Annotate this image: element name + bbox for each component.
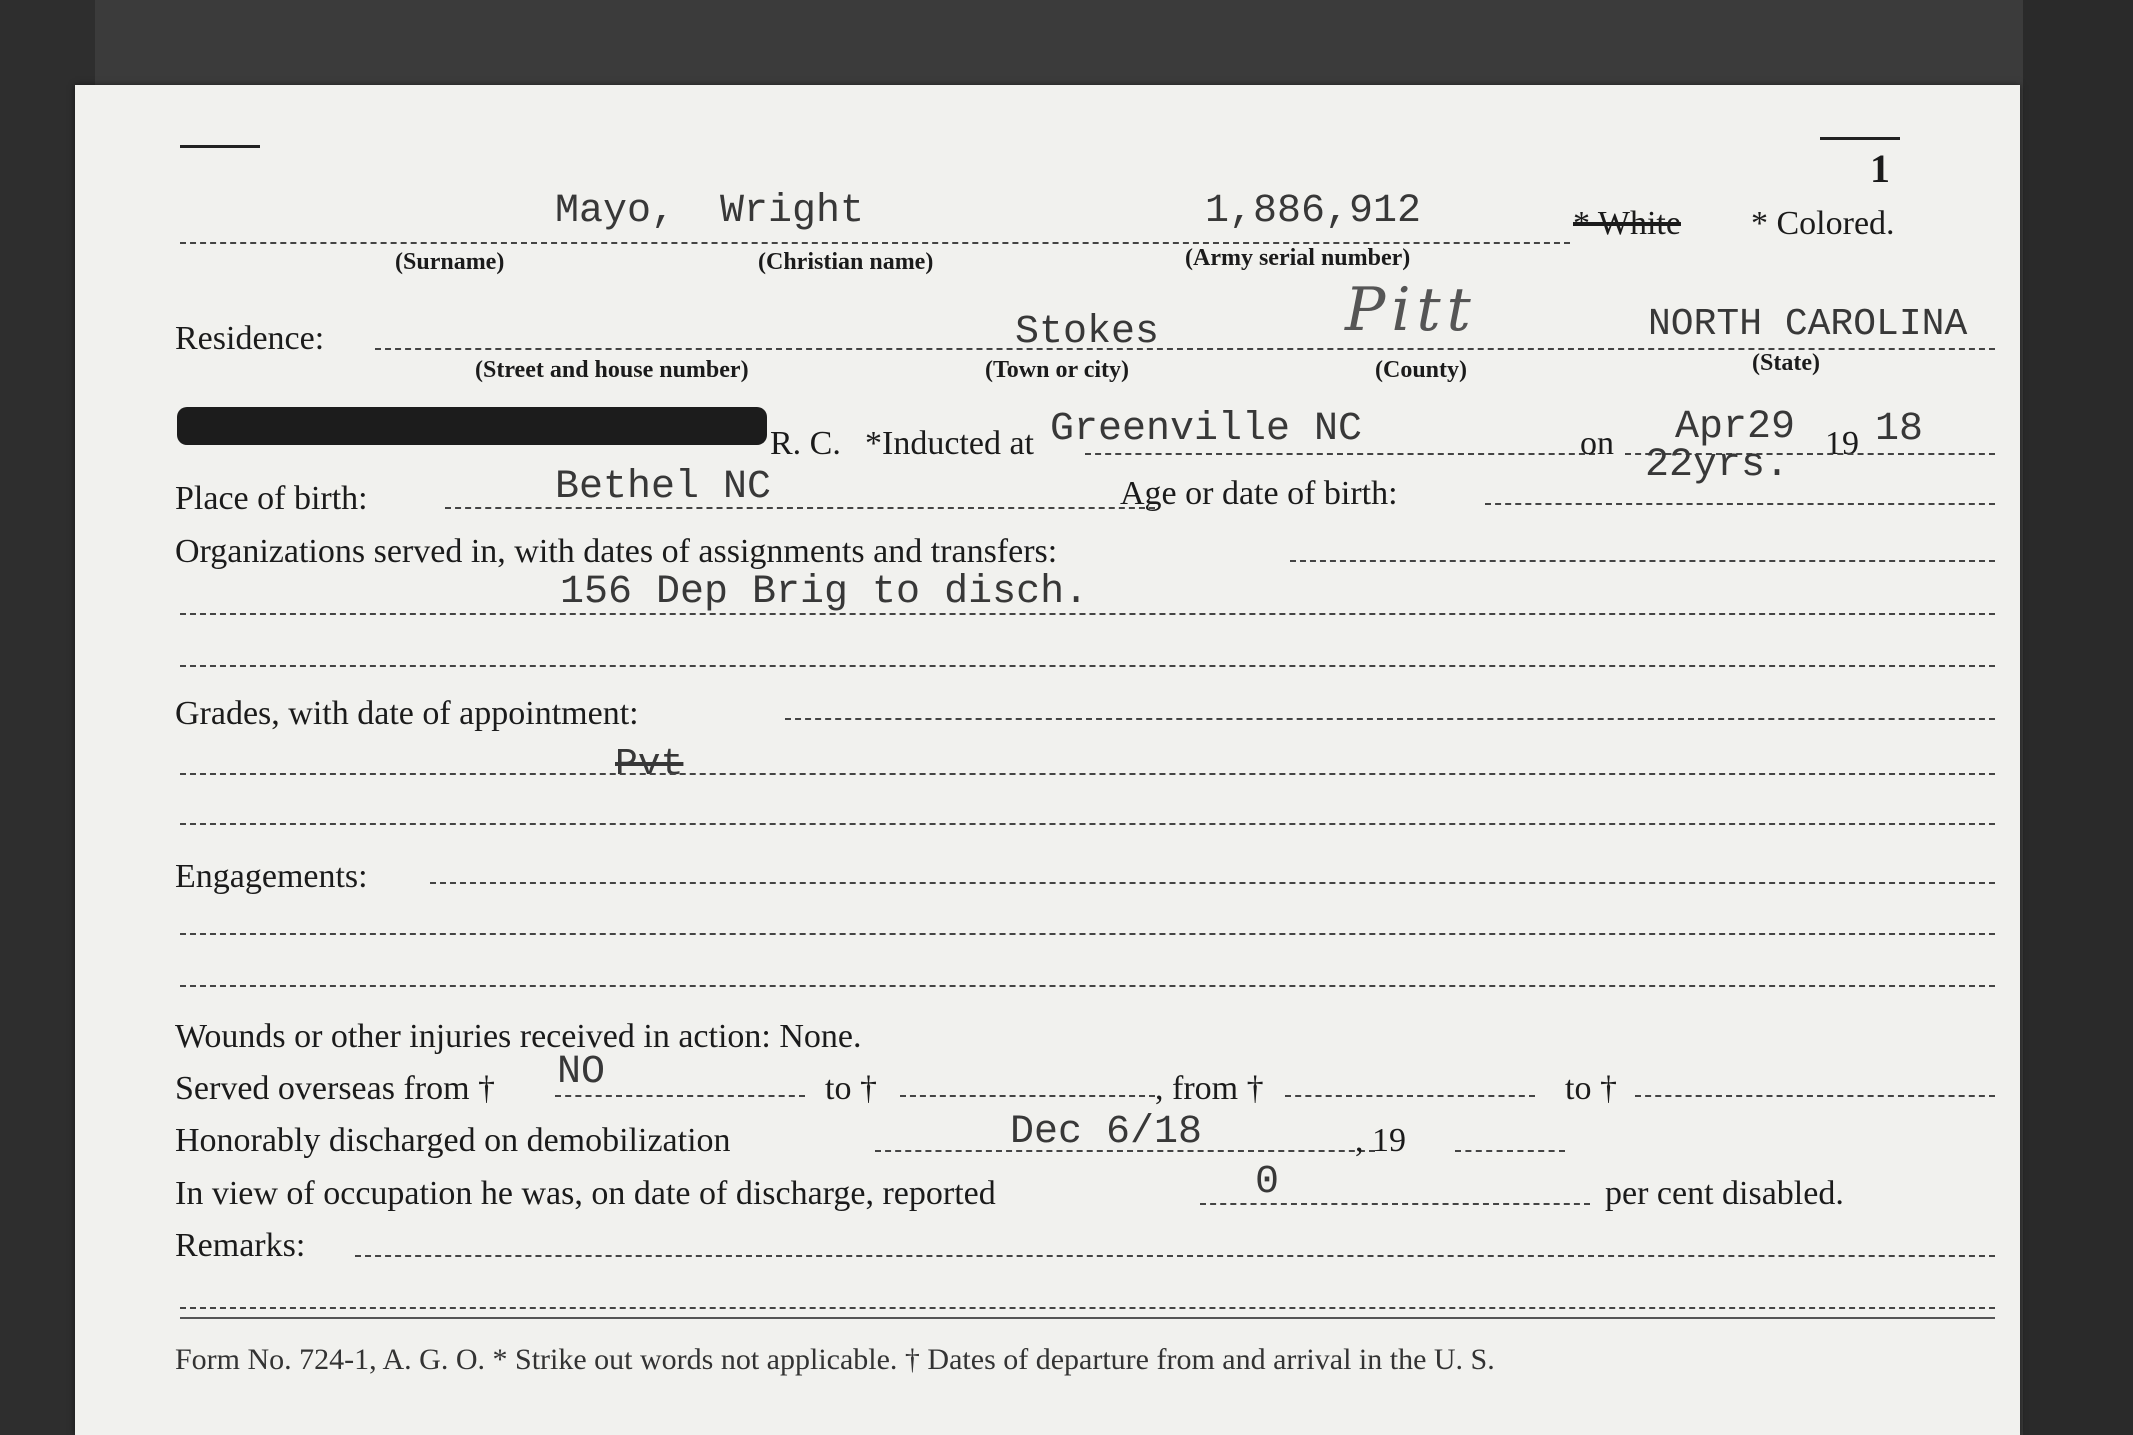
christian-name-value: Wright [720,189,865,234]
form-footer: Form No. 724-1, A. G. O. * Strike out words not applicable. † Dates of departure from and arrival in the U. S. [175,1343,1495,1376]
year-prefix: 19 [1825,425,1859,462]
wounds-label: Wounds or other injuries received in action: None. [175,1018,862,1055]
year-suffix: 18 [1875,407,1924,452]
remarks-line-1 [355,1255,1995,1257]
remarks-line-2 [180,1307,1995,1309]
county-caption: (County) [1375,357,1468,383]
grades-line-1 [785,718,1995,720]
grade-value: Pvt [615,743,684,786]
age-value: 22yrs. [1645,443,1790,488]
place-of-birth-value: Bethel NC [555,465,772,510]
disability-label: In view of occupation he was, on date of discharge, reported [175,1175,996,1212]
on-label: on [1580,425,1614,462]
scan-border-right [2023,0,2133,1435]
overseas-to2-label: to † [1565,1070,1617,1107]
grades-line-2 [180,773,1995,775]
engagements-line-2 [180,933,1995,935]
discharge-line [875,1150,1375,1152]
serial-caption: (Army serial number) [1185,245,1411,271]
surname-value: Mayo, [555,189,676,234]
street-caption: (Street and house number) [475,357,749,383]
overseas-to-line [900,1095,1155,1097]
county-value: Pitt [1345,275,1477,345]
white-option: * White [1573,205,1681,242]
overseas-from2-line [1285,1095,1535,1097]
overseas-from-line [555,1095,805,1097]
inducted-at-value: Greenville NC [1050,407,1363,452]
overseas-to-label: to † [825,1070,877,1107]
disability-line [1200,1203,1590,1205]
card-number: 1 [1870,146,1890,191]
remarks-label: Remarks: [175,1227,306,1264]
organizations-line-1 [1290,560,1995,562]
induction-date-value: Apr29 [1675,405,1796,450]
inducted-at-line [1085,453,1595,455]
discharge-label: Honorably discharged on demobilization [175,1122,731,1159]
serial-number-value: 1,886,912 [1205,189,1422,234]
name-line [180,242,1570,244]
state-caption: (State) [1752,350,1820,376]
overseas-to2-line [1635,1095,1995,1097]
age-label: Age or date of birth: [1120,475,1398,512]
residence-label: Residence: [175,320,325,357]
overseas-label: Served overseas from † [175,1070,496,1107]
service-card [75,85,2020,1435]
rc-fragment: R. C. [770,425,841,462]
discharge-date-value: Dec 6/18 [1010,1110,1203,1155]
engagements-label: Engagements: [175,858,368,895]
grades-line-3 [180,823,1995,825]
state-value: NORTH CAROLINA [1648,303,1968,346]
disability-value: 0 [1255,1160,1280,1205]
redaction-mark [177,407,767,445]
remarks-rule [180,1317,1995,1319]
engagements-line-3 [180,985,1995,987]
discharge-year-line [1455,1150,1565,1152]
town-value: Stokes [1015,310,1160,355]
place-of-birth-label: Place of birth: [175,480,368,517]
organizations-value: 156 Dep Brig to disch. [560,570,1089,615]
christian-name-caption: (Christian name) [758,249,934,275]
grades-label: Grades, with date of appointment: [175,695,639,732]
overseas-from2-label: , from † [1155,1070,1264,1107]
colored-option: * Colored. [1751,205,1895,242]
inducted-at-label: *Inducted at [865,425,1034,462]
disability-suffix: per cent disabled. [1605,1175,1844,1212]
organizations-line-2 [180,613,1995,615]
organizations-line-3 [180,665,1995,667]
discharge-year-prefix: , 19 [1355,1122,1406,1159]
engagements-line-1 [430,882,1995,884]
surname-caption: (Surname) [395,249,505,275]
place-of-birth-line [445,507,1155,509]
age-line [1485,503,1995,505]
town-caption: (Town or city) [985,357,1129,383]
top-right-rule [1820,137,1900,140]
top-left-rule [180,145,260,148]
overseas-from-value: NO [557,1050,606,1095]
organizations-label: Organizations served in, with dates of assignments and transfers: [175,533,1058,570]
